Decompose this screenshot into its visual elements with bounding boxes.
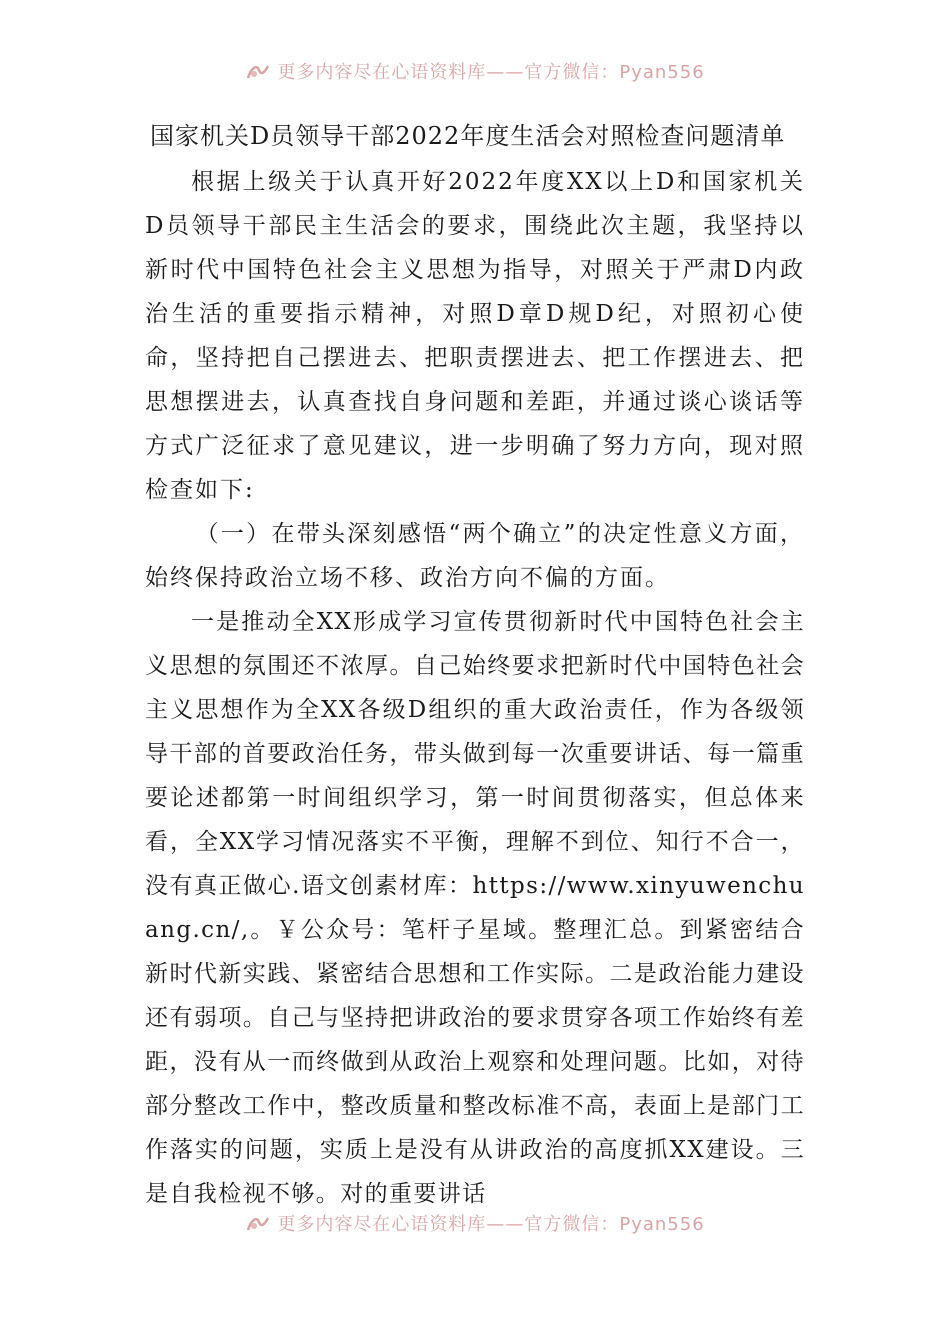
watermark-header (0, 58, 950, 84)
document-title: 国家机关D员领导干部2022年度生活会对照检查问题清单 (150, 122, 786, 150)
intro-paragraph: 根据上级关于认真开好2022年度XX以上D和国家机关D员领导干部民主生活会的要求，围绕此次主题，我坚持以新时代中国特色社会主义思想为指导，对照关于严肃D内政治生活的重要指示精神，对照D章D规D纪，对照初心使命，坚持把自己摆进去、把职责摆进去、把工作摆进去、把思想摆进去，认真查找自身问题和差距，并通过谈心谈话等方式广泛征求了意见建议，进一步明确了努力方向，现对照检查如下: (145, 169, 805, 503)
body-url: https://www.xinyuwenchuang.cn/ (145, 873, 805, 943)
body-text-part1: 一是推动全XX形成学习宣传贯彻新时代中国特色社会主义思想的氛围还不浓厚。自己始终要求把新时代中国特色社会主义思想作为全XX各级D组织的重大政治责任，作为各级领导干部的首要政治任务，带头做到每一次重要讲话、每一篇重要论述都第一时间组织学习，第一时间贯彻落实，但总体来看，全XX学习情况落实不平衡，理解不到位、知行不合一，没有真正做心.语文创素材库： (145, 609, 805, 899)
section-heading: （一）在带头深刻感悟“两个确立”的决定性意义方面，始终保持政治立场不移、政治方向不偏的方面。 (145, 521, 805, 591)
body-paragraph (145, 600, 805, 1216)
document-body (145, 160, 805, 1216)
watermark-text: 更多内容尽在心语资料库——官方微信：Pyan556 (277, 1214, 705, 1235)
body-text-part2: ,。￥公众号：笔杆子星域。整理汇总。到紧密结合新时代新实践、紧密结合思想和工作实际。二是政治能力建设还有弱项。自己与坚持把讲政治的要求贯穿各项工作始终有差距，没有从一而终做到从政治上观察和处理问题。比如，对待部分整改工作中，整改质量和整改标准不高，表面上是部门工作落实的问题，实质上是没有从讲政治的高度抓XX建设。三是自我检视不够。对的重要讲话 (145, 917, 805, 1207)
watermark-text: 更多内容尽在心语资料库——官方微信：Pyan556 (277, 62, 705, 83)
watermark-footer (0, 1210, 950, 1236)
logo-icon (245, 62, 271, 82)
logo-icon (245, 1214, 271, 1234)
